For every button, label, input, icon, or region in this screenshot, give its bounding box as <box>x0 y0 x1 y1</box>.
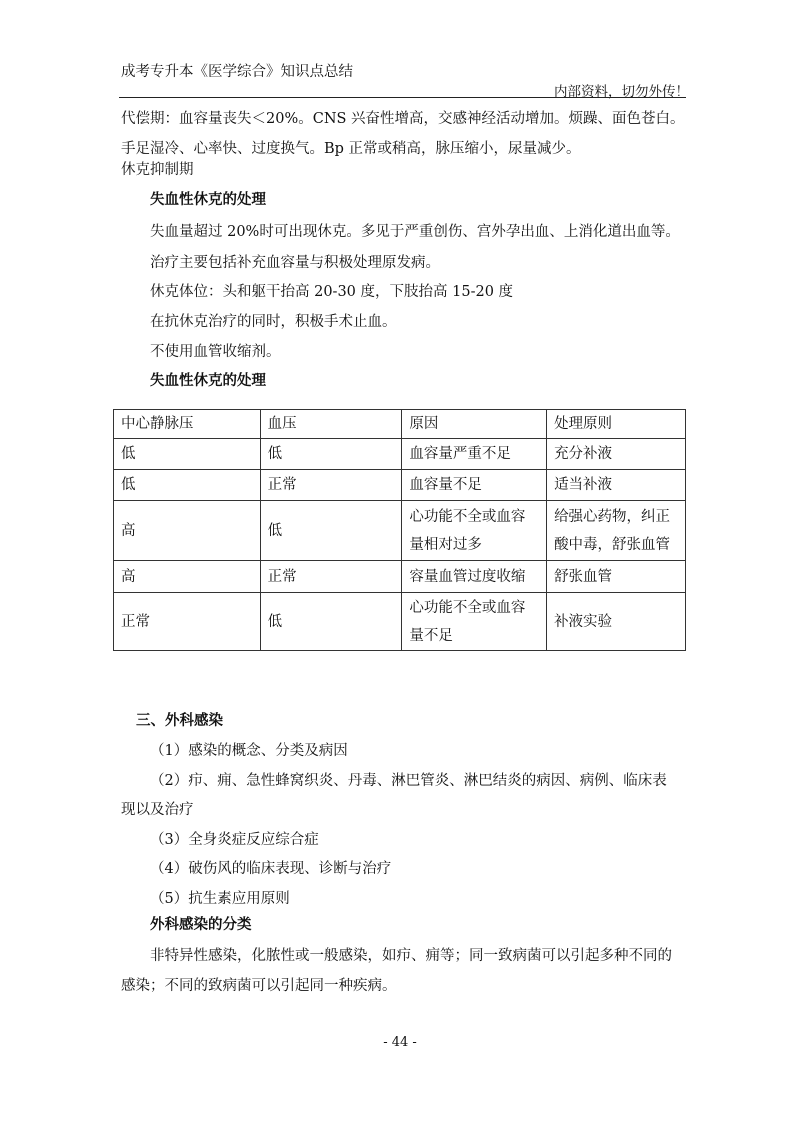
table-header-cell: 中心静脉压 <box>114 410 261 439</box>
subheading-infection-classification: 外科感染的分类 <box>150 916 252 933</box>
table-cell: 高 <box>114 501 261 561</box>
table-cell: 正常 <box>114 593 261 651</box>
section-title-surgical-infection: 三、外科感染 <box>136 712 223 729</box>
compensation-paragraph-line-1: 代偿期：血容量丧失＜20%。CNS 兴奋性增高，交感神经活动增加。烦躁、面色苍白。 <box>121 111 685 127</box>
table-cell: 低 <box>260 501 402 561</box>
table-row <box>114 470 686 501</box>
table-cell: 低 <box>260 593 402 651</box>
table-row <box>114 439 686 470</box>
header-divider <box>119 97 686 98</box>
classification-paragraph-line-1: 非特异性感染，化脓性或一般感染，如疖、痈等；同一致病菌可以引起多种不同的 <box>150 948 672 964</box>
table-cell: 正常 <box>260 470 402 501</box>
compensation-paragraph-line-2: 手足湿冷、心率快、过度换气。Bp 正常或稍高，脉压缩小，尿量减少。 <box>121 141 581 157</box>
inhibition-stage-label: 休克抑制期 <box>121 162 194 178</box>
table-cell: 正常 <box>260 561 402 593</box>
confidential-notice: 内部资料，切勿外传！ <box>554 84 689 100</box>
table-cell: 血容量不足 <box>402 470 547 501</box>
list-item: （1）感染的概念、分类及病因 <box>150 743 348 759</box>
document-header-title: 成考专升本《医学综合》知识点总结 <box>121 64 353 80</box>
list-item: （2）疖、痈、急性蜂窝织炎、丹毒、淋巴管炎、淋巴结炎的病因、病例、临床表 <box>150 773 667 789</box>
table-cell: 心功能不全或血容量不足 <box>402 593 547 651</box>
shock-management-table <box>113 409 686 651</box>
table-cell: 低 <box>114 470 261 501</box>
paragraph-surgery: 在抗休克治疗的同时，积极手术止血。 <box>150 314 397 330</box>
classification-paragraph-line-2: 感染；不同的致病菌可以引起同一种疾病。 <box>121 978 397 994</box>
list-item: （3）全身炎症反应综合症 <box>150 832 319 848</box>
table-header-cell: 处理原则 <box>547 410 686 439</box>
table-cell: 低 <box>260 439 402 470</box>
list-item-continuation: 现以及治疗 <box>121 802 194 818</box>
page-number: - 44 - <box>383 1035 417 1050</box>
table-cell: 心功能不全或血容量相对过多 <box>402 501 547 561</box>
table-cell: 低 <box>114 439 261 470</box>
table-row <box>114 501 686 561</box>
table-cell: 舒张血管 <box>547 561 686 593</box>
table-cell: 容量血管过度收缩 <box>402 561 547 593</box>
table-cell: 适当补液 <box>547 470 686 501</box>
list-item: （5）抗生素应用原则 <box>150 891 290 907</box>
table-header-cell: 血压 <box>260 410 402 439</box>
table-cell: 充分补液 <box>547 439 686 470</box>
table-cell: 血容量严重不足 <box>402 439 547 470</box>
section-heading-hemorrhagic-shock-table: 失血性休克的处理 <box>150 372 266 389</box>
paragraph-shock-position: 休克体位：头和躯干抬高 20-30 度，下肢抬高 15-20 度 <box>150 284 514 300</box>
paragraph-blood-loss: 失血量超过 20%时可出现休克。多见于严重创伤、宫外孕出血、上消化道出血等。 <box>150 224 680 240</box>
table-cell: 补液实验 <box>547 593 686 651</box>
paragraph-no-vasoconstrictor: 不使用血管收缩剂。 <box>150 344 281 360</box>
table-row <box>114 561 686 593</box>
table-cell: 高 <box>114 561 261 593</box>
table-header-row <box>114 410 686 439</box>
table-header-cell: 原因 <box>402 410 547 439</box>
section-heading-hemorrhagic-shock: 失血性休克的处理 <box>150 191 266 208</box>
list-item: （4）破伤风的临床表现、诊断与治疗 <box>150 861 392 877</box>
table-cell: 给强心药物，纠正酸中毒，舒张血管 <box>547 501 686 561</box>
table-row <box>114 593 686 651</box>
paragraph-treatment: 治疗主要包括补充血容量与积极处理原发病。 <box>150 255 440 271</box>
